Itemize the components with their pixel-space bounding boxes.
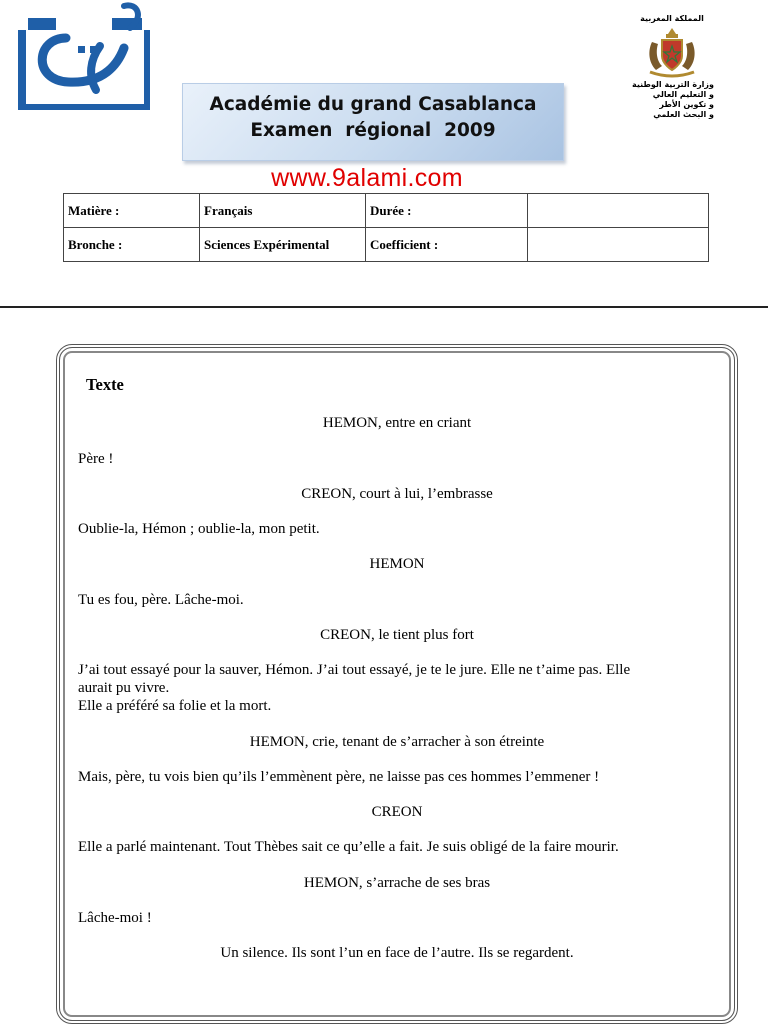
dialogue-line: Mais, père, tu vois bien qu’ils l’emmènent père, ne laisse pas ces hommes l’emmener ! — [78, 769, 600, 785]
ministry-line: وزارة التربية الوطنية — [631, 80, 714, 89]
ministry-line: و التعليم العالي — [652, 90, 714, 99]
exam-title-box — [182, 83, 564, 161]
academy-logo — [18, 0, 150, 110]
stage-direction: CREON, le tient plus fort — [320, 627, 474, 643]
dialogue-line: aurait pu vivre. — [78, 680, 170, 696]
ministry-emblem — [596, 14, 714, 122]
duree-value — [528, 194, 709, 228]
dialogue-line: Elle a parlé maintenant. Tout Thèbes sait ce qu’elle a fait. Je suis obligé de la faire mourir. — [78, 839, 619, 855]
exam-info-table — [63, 193, 709, 262]
branche-value: Sciences Expérimental — [200, 228, 366, 262]
stage-direction: CREON, court à lui, l’embrasse — [301, 486, 493, 502]
ministry-line: و تكوين الأطر — [659, 100, 714, 109]
stage-direction: HEMON — [369, 556, 425, 572]
matiere-label: Matière : — [64, 194, 200, 228]
stage-direction: CREON — [371, 804, 423, 820]
coefficient-value — [528, 228, 709, 262]
dialogue-line: Tu es fou, père. Lâche-moi. — [78, 592, 244, 608]
branche-label: Bronche : — [64, 228, 200, 262]
ministry-line: المملكة المغربية — [640, 14, 704, 23]
table-row — [64, 228, 709, 262]
exam-title: Examen régional 2009 — [250, 120, 496, 141]
dialogue-line: Oublie-la, Hémon ; oublie-la, mon petit. — [78, 521, 320, 537]
duree-label: Durée : — [366, 194, 528, 228]
section-title: Texte — [86, 375, 124, 394]
matiere-value: Français — [200, 194, 366, 228]
stage-direction: Un silence. Ils sont l’un en face de l’autre. Ils se regardent. — [220, 945, 574, 961]
dialogue-line: J’ai tout essayé pour la sauver, Hémon. J’ai tout essayé, je te le jure. Elle ne t’aime pas. Elle — [78, 662, 631, 678]
dialogue-line: Lâche-moi ! — [78, 910, 152, 926]
dialogue-line: Elle a préféré sa folie et la mort. — [78, 698, 272, 714]
stage-direction: HEMON, entre en criant — [322, 415, 472, 431]
dialogue-line: Père ! — [78, 451, 114, 467]
coefficient-label: Coefficient : — [366, 228, 528, 262]
academy-title: Académie du grand Casablanca — [209, 94, 537, 115]
table-row — [64, 194, 709, 228]
coat-of-arms-icon — [642, 26, 702, 78]
separator-line — [0, 306, 768, 308]
ministry-line: و البحث العلمي — [653, 110, 714, 119]
stage-direction: HEMON, crie, tenant de s’arracher à son étreinte — [249, 734, 545, 750]
stage-direction: HEMON, s’arrache de ses bras — [303, 875, 491, 891]
website-link[interactable]: www.9alami.com — [271, 164, 463, 192]
